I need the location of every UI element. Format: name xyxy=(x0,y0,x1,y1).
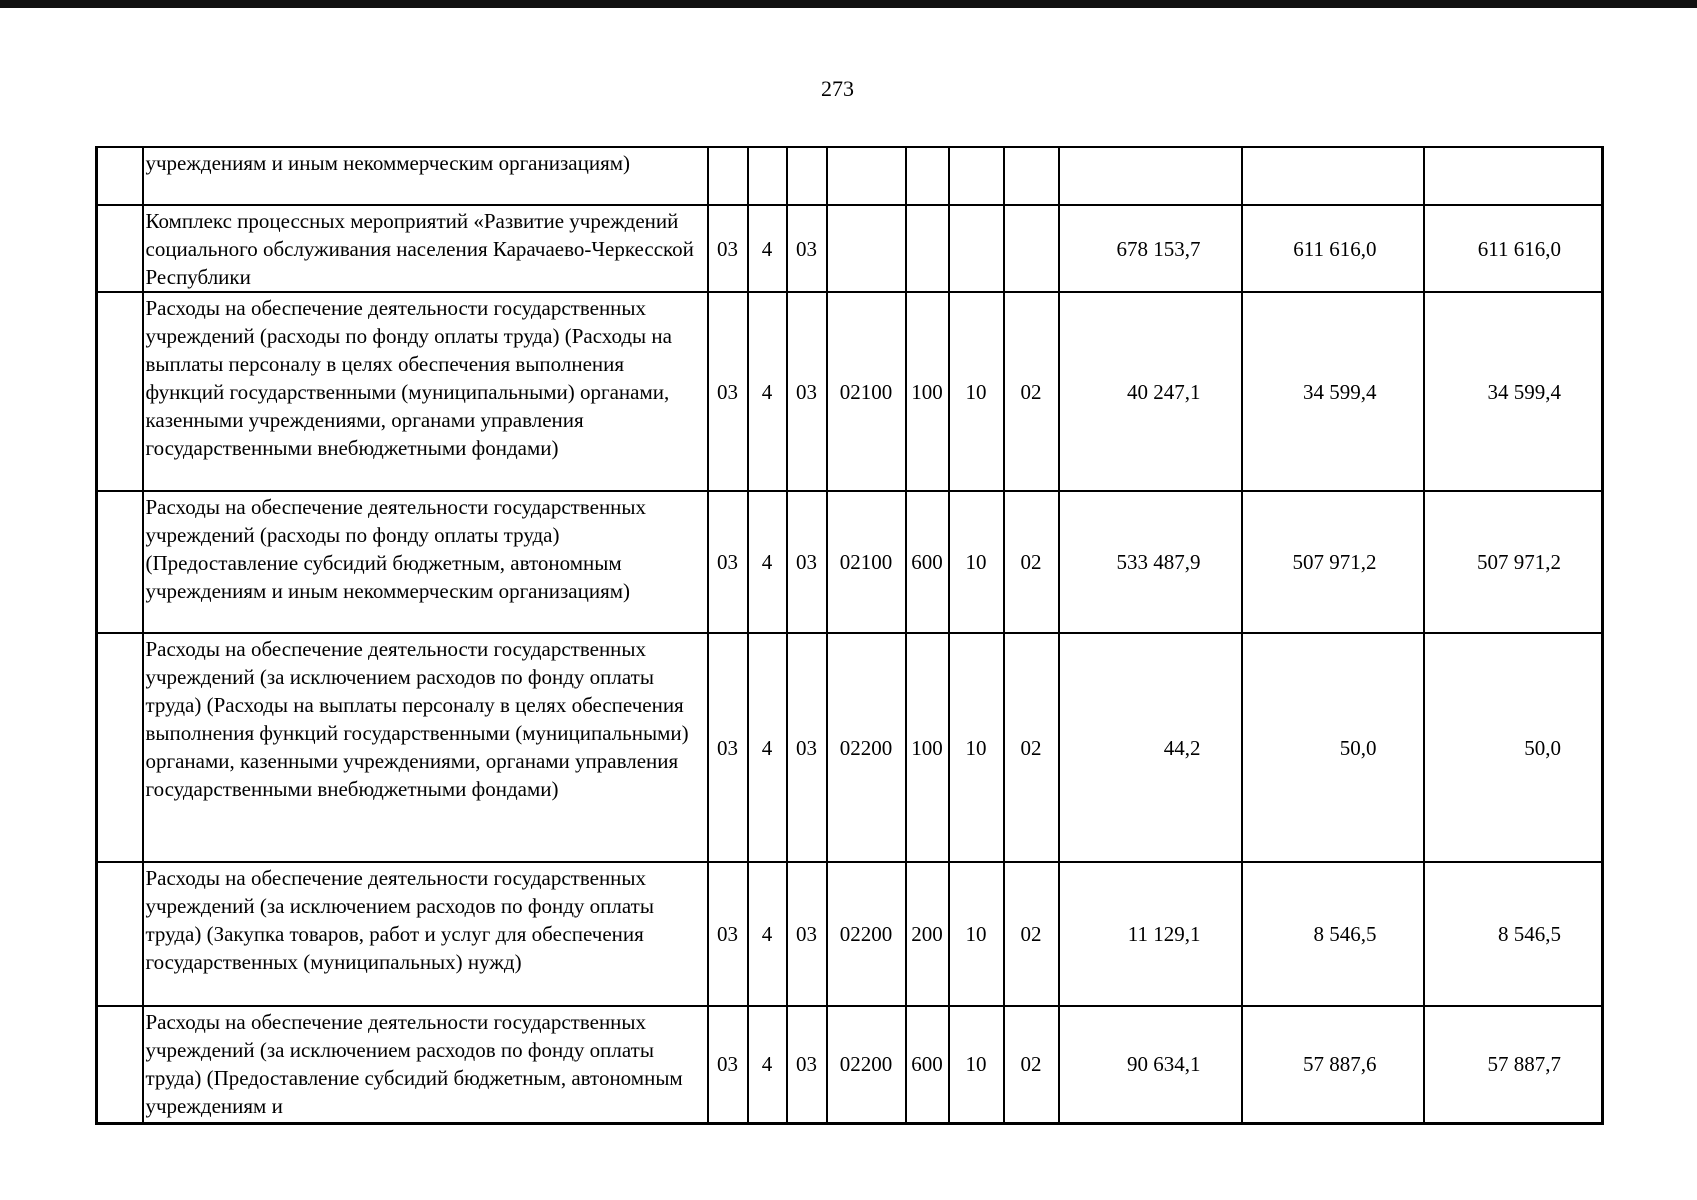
row-number-cell xyxy=(97,205,143,292)
row-name-cell: учреждениям и иным некоммерческим организациям) xyxy=(143,147,708,205)
program-code-cell: 03 xyxy=(708,862,748,1006)
program-code-cell: 03 xyxy=(708,205,748,292)
section-code-cell xyxy=(949,205,1004,292)
subprogram-code-cell: 4 xyxy=(748,1006,787,1123)
amount-year-1-cell: 44,2 xyxy=(1059,633,1242,862)
scan-top-edge xyxy=(0,0,1697,8)
section-code-cell: 10 xyxy=(949,491,1004,633)
expense-type-cell xyxy=(906,147,949,205)
amount-year-1-cell: 40 247,1 xyxy=(1059,292,1242,491)
amount-year-3-cell: 34 599,4 xyxy=(1424,292,1603,491)
row-number-cell xyxy=(97,862,143,1006)
table-row xyxy=(97,1006,1603,1123)
table-row xyxy=(97,633,1603,862)
direction-code-cell xyxy=(827,205,906,292)
subsection-code-cell: 02 xyxy=(1004,633,1059,862)
row-number-cell xyxy=(97,292,143,491)
section-code-cell xyxy=(949,147,1004,205)
direction-code-cell: 02200 xyxy=(827,862,906,1006)
amount-year-3-cell: 611 616,0 xyxy=(1424,205,1603,292)
program-code-cell: 03 xyxy=(708,491,748,633)
measure-code-cell xyxy=(787,147,827,205)
row-number-cell xyxy=(97,633,143,862)
subprogram-code-cell: 4 xyxy=(748,292,787,491)
expense-type-cell: 600 xyxy=(906,1006,949,1123)
subsection-code-cell: 02 xyxy=(1004,491,1059,633)
subprogram-code-cell: 4 xyxy=(748,491,787,633)
row-name-cell: Расходы на обеспечение деятельности государственных учреждений (за исключением расходов по фонду оплаты труда) (Предоставление субсидий бюджетным, автономным учреждениям и xyxy=(143,1006,708,1123)
amount-year-2-cell: 611 616,0 xyxy=(1242,205,1424,292)
amount-year-1-cell: 678 153,7 xyxy=(1059,205,1242,292)
amount-year-1-cell xyxy=(1059,147,1242,205)
amount-year-1-cell: 90 634,1 xyxy=(1059,1006,1242,1123)
program-code-cell xyxy=(708,147,748,205)
amount-year-3-cell xyxy=(1424,147,1603,205)
expense-type-cell xyxy=(906,205,949,292)
row-name-cell: Расходы на обеспечение деятельности государственных учреждений (расходы по фонду оплаты труда) (Предоставление субсидий бюджетным, автономным учреждениям и иным некоммерческим организациям) xyxy=(143,491,708,633)
subprogram-code-cell: 4 xyxy=(748,862,787,1006)
amount-year-1-cell: 533 487,9 xyxy=(1059,491,1242,633)
section-code-cell: 10 xyxy=(949,1006,1004,1123)
amount-year-2-cell: 8 546,5 xyxy=(1242,862,1424,1006)
direction-code-cell: 02200 xyxy=(827,1006,906,1123)
program-code-cell: 03 xyxy=(708,633,748,862)
subprogram-code-cell xyxy=(748,147,787,205)
table-row xyxy=(97,862,1603,1006)
budget-table xyxy=(95,146,1604,1125)
direction-code-cell: 02100 xyxy=(827,491,906,633)
section-code-cell: 10 xyxy=(949,292,1004,491)
measure-code-cell: 03 xyxy=(787,1006,827,1123)
program-code-cell: 03 xyxy=(708,1006,748,1123)
amount-year-3-cell: 50,0 xyxy=(1424,633,1603,862)
measure-code-cell: 03 xyxy=(787,862,827,1006)
section-code-cell: 10 xyxy=(949,862,1004,1006)
row-number-cell xyxy=(97,147,143,205)
row-name-cell: Комплекс процессных мероприятий «Развитие учреждений социального обслуживания населения Карачаево-Черкесской Республики xyxy=(143,205,708,292)
subsection-code-cell xyxy=(1004,147,1059,205)
measure-code-cell: 03 xyxy=(787,633,827,862)
amount-year-3-cell: 57 887,7 xyxy=(1424,1006,1603,1123)
amount-year-2-cell: 34 599,4 xyxy=(1242,292,1424,491)
row-name-cell: Расходы на обеспечение деятельности государственных учреждений (за исключением расходов по фонду оплаты труда) (Расходы на выплаты персоналу в целях обеспечения выполнения функций государственными (муниципальными) органами, казенными учреждениями, органами управления государственными внебюджетными фондами) xyxy=(143,633,708,862)
program-code-cell: 03 xyxy=(708,292,748,491)
table-row xyxy=(97,147,1603,205)
row-number-cell xyxy=(97,491,143,633)
table-row xyxy=(97,292,1603,491)
subsection-code-cell xyxy=(1004,205,1059,292)
measure-code-cell: 03 xyxy=(787,292,827,491)
amount-year-2-cell: 50,0 xyxy=(1242,633,1424,862)
direction-code-cell: 02200 xyxy=(827,633,906,862)
subprogram-code-cell: 4 xyxy=(748,205,787,292)
amount-year-2-cell xyxy=(1242,147,1424,205)
expense-type-cell: 200 xyxy=(906,862,949,1006)
expense-type-cell: 600 xyxy=(906,491,949,633)
amount-year-3-cell: 507 971,2 xyxy=(1424,491,1603,633)
table-row xyxy=(97,205,1603,292)
measure-code-cell: 03 xyxy=(787,491,827,633)
amount-year-2-cell: 507 971,2 xyxy=(1242,491,1424,633)
measure-code-cell: 03 xyxy=(787,205,827,292)
section-code-cell: 10 xyxy=(949,633,1004,862)
subsection-code-cell: 02 xyxy=(1004,862,1059,1006)
row-name-cell: Расходы на обеспечение деятельности государственных учреждений (за исключением расходов по фонду оплаты труда) (Закупка товаров, работ и услуг для обеспечения государственных (муниципальных) нужд) xyxy=(143,862,708,1006)
subsection-code-cell: 02 xyxy=(1004,1006,1059,1123)
direction-code-cell: 02100 xyxy=(827,292,906,491)
subsection-code-cell: 02 xyxy=(1004,292,1059,491)
amount-year-3-cell: 8 546,5 xyxy=(1424,862,1603,1006)
subprogram-code-cell: 4 xyxy=(748,633,787,862)
row-name-cell: Расходы на обеспечение деятельности государственных учреждений (расходы по фонду оплаты труда) (Расходы на выплаты персоналу в целях обеспечения выполнения функций государственными (муниципальными) органами, казенными учреждениями, органами управления государственными внебюджетными фондами) xyxy=(143,292,708,491)
expense-type-cell: 100 xyxy=(906,633,949,862)
row-number-cell xyxy=(97,1006,143,1123)
table-row xyxy=(97,491,1603,633)
amount-year-1-cell: 11 129,1 xyxy=(1059,862,1242,1006)
amount-year-2-cell: 57 887,6 xyxy=(1242,1006,1424,1123)
direction-code-cell xyxy=(827,147,906,205)
page-number: 273 xyxy=(821,76,854,101)
expense-type-cell: 100 xyxy=(906,292,949,491)
